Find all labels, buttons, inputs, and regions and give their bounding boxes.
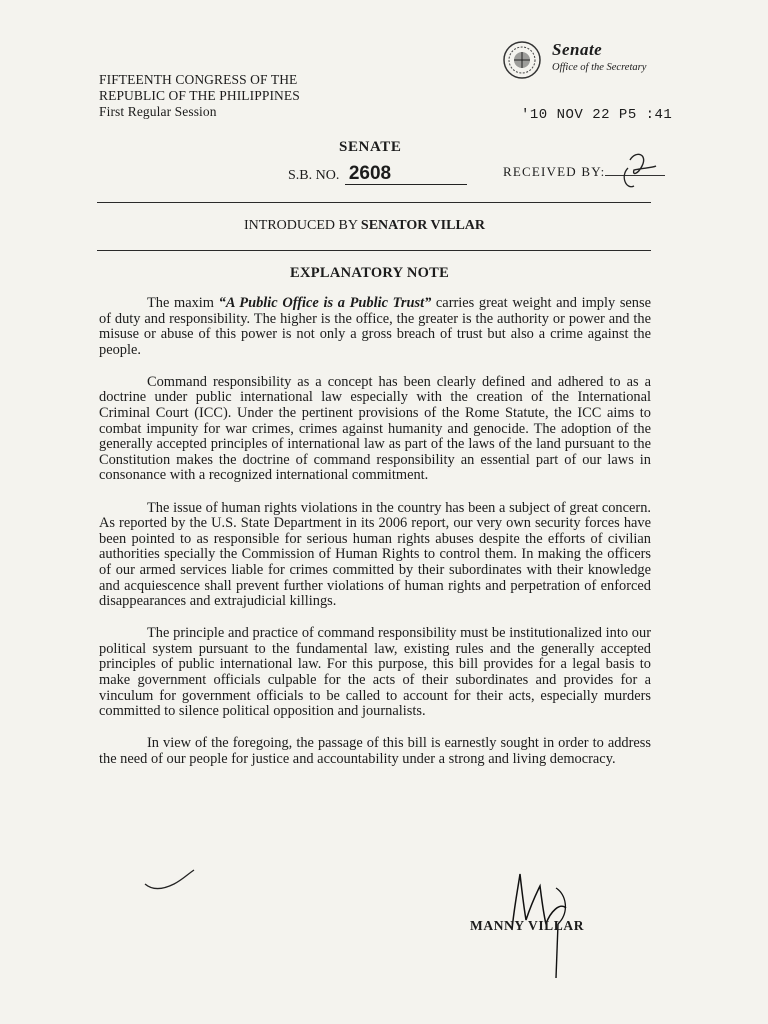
congress-line-2: REPUBLIC OF THE PHILIPPINES: [99, 88, 300, 103]
stamp-subtitle: Office of the Secretary: [552, 62, 647, 73]
explanatory-note-heading: EXPLANATORY NOTE: [290, 265, 450, 281]
session-line: First Regular Session: [99, 104, 217, 119]
p1-rest: carries great weight and imply sense of duty and responsibility. The higher is the office, the greater is the authority or power and the misuse or abuse of this power is not only a gross breach of trust but also a crime against the people.: [99, 295, 651, 358]
received-by-label: RECEIVED BY:: [503, 164, 606, 179]
signatory-name: MANNY VILLAR: [470, 918, 585, 933]
bill-number: 2608: [345, 164, 467, 185]
pen-mark-icon: [140, 868, 200, 898]
paragraph-1: [99, 296, 651, 358]
paragraph-5: In view of the foregoing, the passage of this bill is earnestly sought in order to address the need of our people for justice and accountability under a strong and living democracy.: [99, 735, 651, 767]
paragraph-3: The issue of human rights violations in the country has been a subject of great concern. As reported by the U.S. State Department in its 2006 report, our very own security forces have been pointed to as responsible for serious human rights abuses despite the efforts of civilian authorities specially the Commission of Human Rights to control them. In making the officers of our armed services liable for crimes committed by their subordinates with their knowledge and acquiescence shall prevent further violations of human rights and perpetration of enforced disappearances and extrajudicial killings.: [99, 499, 651, 610]
p1-lead: The maxim: [147, 295, 219, 311]
senate-seal-icon: [502, 40, 542, 80]
bill-number-line: [288, 164, 467, 185]
paragraph-2: Command responsibility as a concept has been clearly defined and adhered to as a doctrine under public international law especially with the creation of the International Criminal Court (ICC). Under the pertinent provisions of the Rome Statute, the ICC aims to combat impunity for war crimes, crimes against humanity and genocide. The adoption of the generally accepted principles of international law as part of the laws of the land pursuant to the Constitution makes the doctrine of command responsibility an essential part of our laws in consonance with a recognized international commitment.: [99, 373, 651, 484]
stamp-title: Senate: [552, 40, 603, 59]
chamber-heading: SENATE: [339, 139, 402, 155]
introducer-name: SENATOR VILLAR: [360, 218, 486, 233]
divider-top: [97, 202, 651, 203]
handwritten-initial-icon: [612, 146, 662, 196]
paragraph-4: The principle and practice of command responsibility must be institutionalized into our political system pursuant to the fundamental law, existing rules and the generally accepted principles of public international law. For this purpose, this bill provides for a legal basis to make government officials culpable for the acts of their subordinates and provides for a vinculum for government officials to be called to account for their acts, especially murders committed to silence political opposition and journalists.: [99, 625, 651, 720]
introduced-by: [244, 218, 485, 234]
congress-line-1: FIFTEENTH CONGRESS OF THE: [99, 72, 298, 87]
received-datetime: '10 NOV 22 P5 :41: [521, 107, 673, 123]
bill-number-label: S.B. NO.: [288, 168, 340, 183]
divider-bottom: [97, 250, 651, 251]
introduced-prefix: INTRODUCED BY: [244, 218, 358, 233]
congress-header: [99, 72, 300, 120]
maxim-quote: “A Public Office is a Public Trust”: [218, 295, 432, 311]
note-body: [99, 296, 651, 784]
